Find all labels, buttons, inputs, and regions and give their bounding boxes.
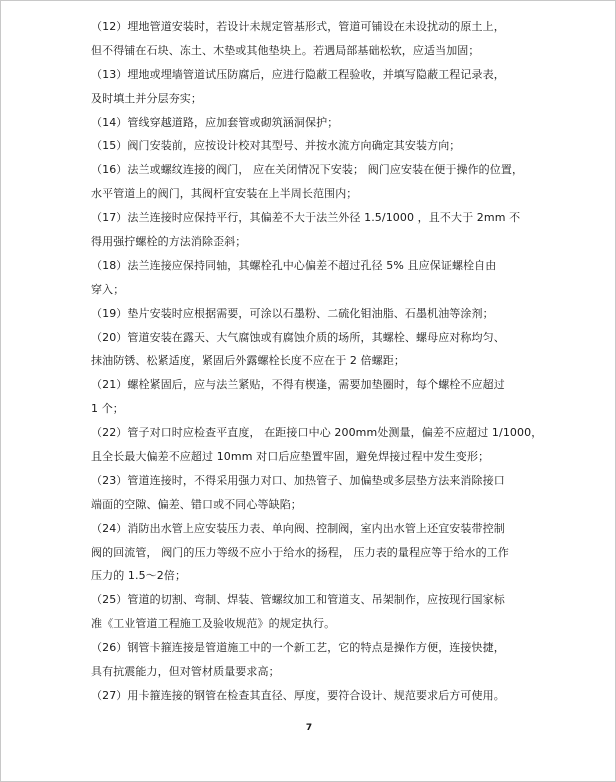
text-line: （27）用卡箍连接的钢管在检查其直径、厚度，要符合设计、规范要求后方可使用。 [91,688,505,702]
text-line: 准《工业管道工程施工及验收规范》的规定执行。 [91,617,336,631]
text-line: 但不得铺在石块、冻土、木垫或其他垫块上。若遇局部基础松软，应适当加固； [91,43,480,57]
text-line: （13）埋地或埋墙管道试压防腐后，应进行隐蔽工程验收，并填写隐蔽工程记录表， [91,67,505,81]
text-line: 压力的 1.5～2倍； [91,569,187,583]
text-line: （21）螺栓紧固后，应与法兰紧贴，不得有楔逢，需要加垫圈时，每个螺栓不应超过 [91,378,505,392]
text-line: （18）法兰连接应保持同轴，其螺栓孔中心偏差不超过孔径 5% 且应保证螺栓自由 [91,258,497,272]
text-line: 得用强拧螺栓的方法消除歪斜； [91,235,247,249]
text-line: （19）垫片安装时应根据需要，可涂以石墨粉、二硫化钼油脂、石墨机油等涂剂； [91,306,494,320]
text-line: （26）钢管卡箍连接是管道施工中的一个新工艺，它的特点是操作方便，连接快捷， [91,641,505,655]
text-line: 抹油防锈、松紧适度，紧固后外露螺栓长度不应在于 2 倍螺距； [91,354,405,368]
text-line: （15）阀门安装前，应按设计校对其型号、并按水流方向确定其安装方向； [91,139,461,153]
text-line: （14）管线穿越道路，应加套管或砌筑涵洞保护； [91,115,339,129]
text-line: 端面的空隙、偏差、错口或不同心等缺陷； [91,497,302,511]
text-line: 具有抗震能力，但对管材质量要求高； [91,665,280,679]
text-line: （24）消防出水管上应安装压力表、单向阀、控制阀，室内出水管上还宜安装带控制 [91,521,505,535]
text-line: 穿入； [91,282,125,296]
text-line: 1 个； [91,402,124,416]
text-line: （20）管道安装在露天、大气腐蚀或有腐蚀介质的场所，其螺栓、螺母应对称均匀、 [91,330,505,344]
text-line: 及时填土并分层夯实； [91,91,202,105]
text-line: （17）法兰连接时应保持平行，其偏差不大于法兰外径 1.5/1000 ，且不大于 2mm 不 [91,211,521,225]
text-line: （22）管子对口时应检查平直度， 在距接口中心 200mm处测量，偏差不应超过 1/1000， [91,426,543,440]
text-line: （25）管道的切割、弯制、焊装、管螺纹加工和管道支、吊架制作，应按现行国家标 [91,593,505,607]
text-line: 水平管道上的阀门，其阀杆宜安装在上半周长范围内； [91,187,358,201]
page-number: 7 [305,723,313,733]
text-line: 阀的回流管， 阀门的压力等级不应小于给水的扬程， 压力表的量程应等于给水的工作 [91,545,509,559]
text-line: （16）法兰或螺纹连接的阀门， 应在关闭情况下安装； 阀门应安装在便于操作的位置， [91,163,524,177]
text-line: （12）埋地管道安装时，若设计未规定管基形式，管道可铺设在未设扰动的原土上， [91,20,505,33]
text-line: 且全长最大偏差不应超过 10mm 对口后应垫置牢固，避免焊接过程中发生变形； [91,450,490,464]
text-line: （23）管道连接时，不得采用强力对口、加热管子、加偏垫或多层垫方法来消除接口 [91,473,505,487]
document-body [91,15,541,708]
